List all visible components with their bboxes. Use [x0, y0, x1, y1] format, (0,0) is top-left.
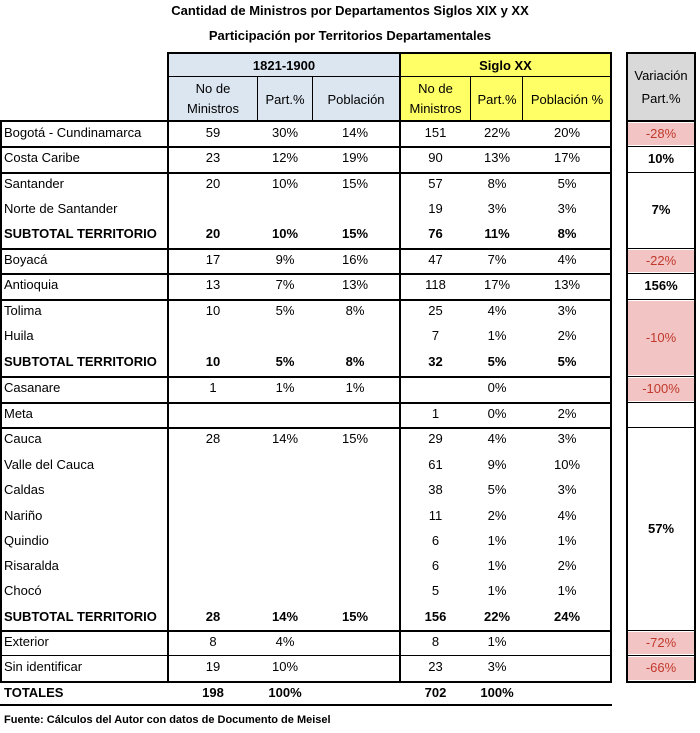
- cell-p2: 4%: [487, 431, 507, 446]
- cell-p2: 22%: [483, 609, 511, 624]
- row-name: Risaralda: [4, 558, 59, 573]
- header-part-2: Part.%: [477, 92, 517, 107]
- cell-p2: 11%: [484, 226, 510, 241]
- cell-p2: 8%: [487, 176, 507, 191]
- cell-p1: 5%: [275, 303, 295, 318]
- cell-pop1: 19%: [341, 150, 369, 165]
- grid-line: [522, 76, 523, 121]
- grid-line: [0, 172, 612, 174]
- grid-line: [0, 248, 612, 250]
- header-part-1: Part.%: [265, 92, 305, 107]
- cell-n2: 156: [424, 609, 447, 624]
- header-variation-line1: Variación: [634, 68, 688, 83]
- header-variation-line2: Part.%: [641, 91, 681, 106]
- cell-pop2: 17%: [553, 150, 581, 165]
- cell-pop1: 15%: [341, 431, 369, 446]
- cell-p2: 5%: [487, 482, 507, 497]
- cell-n2: 19: [428, 201, 443, 216]
- header-no-ministros-2-line2: Ministros: [409, 101, 462, 116]
- row-name: TOTALES: [4, 685, 64, 700]
- cell-n2: 61: [428, 457, 443, 472]
- cell-n2: 6: [431, 533, 440, 548]
- variation-value: -66%: [645, 660, 677, 675]
- header-no-ministros-1-line1: No de: [195, 81, 231, 96]
- grid-line: [626, 630, 696, 631]
- grid-line: [312, 76, 313, 121]
- grid-line: [626, 172, 696, 173]
- cell-p2: 9%: [487, 457, 507, 472]
- variation-value: 57%: [647, 520, 675, 536]
- cell-p2: 1%: [487, 558, 507, 573]
- cell-n2: 702: [424, 685, 447, 700]
- grid-line: [610, 52, 612, 121]
- row-name: Boyacá: [4, 252, 48, 267]
- row-name: Cauca: [4, 431, 42, 446]
- grid-line: [0, 120, 612, 122]
- grid-line: [257, 76, 258, 121]
- cell-p2: 0%: [487, 406, 507, 421]
- cell-pop2: 4%: [557, 508, 577, 523]
- cell-n2: 23: [428, 659, 443, 674]
- cell-n2: 6: [431, 558, 440, 573]
- row-name: Nariño: [4, 508, 43, 523]
- row-name: Meta: [4, 406, 33, 421]
- grid-line: [0, 402, 612, 404]
- grid-line: [0, 299, 612, 301]
- grid-line: [0, 427, 612, 429]
- cell-pop2: 2%: [557, 558, 577, 573]
- cell-pop2: 13%: [553, 277, 581, 292]
- grid-line: [626, 402, 696, 403]
- cell-p1: 10%: [271, 176, 299, 191]
- cell-n1: 17: [205, 252, 221, 267]
- cell-p1: 10%: [271, 226, 299, 241]
- cell-n1: 59: [205, 125, 221, 140]
- cell-n1: 28: [205, 431, 221, 446]
- cell-n2: 8: [431, 634, 440, 649]
- grid-line: [626, 248, 696, 249]
- grid-line: [399, 52, 401, 121]
- cell-pop1: 15%: [341, 226, 369, 241]
- cell-p1: 100%: [268, 685, 302, 700]
- variation-value: -72%: [645, 634, 677, 650]
- cell-p1: 4%: [275, 634, 295, 649]
- row-name: SUBTOTAL TERRITORIO: [4, 226, 157, 241]
- cell-pop2: 3%: [557, 303, 577, 318]
- row-name: Huila: [4, 328, 34, 343]
- cell-p1: 10%: [271, 659, 299, 674]
- row-name: Exterior: [4, 634, 49, 649]
- cell-p2: 22%: [483, 125, 511, 140]
- cell-p1: 5%: [275, 354, 295, 369]
- cell-n1: 20: [205, 176, 221, 191]
- cell-p1: 7%: [275, 277, 295, 292]
- cell-p2: 7%: [487, 252, 507, 267]
- grid-line: [0, 376, 612, 378]
- grid-line: [0, 120, 2, 682]
- table-title: Cantidad de Ministros por Departamentos Siglos XIX y XX: [171, 3, 529, 18]
- row-name: Tolima: [4, 303, 42, 318]
- grid-line: [0, 681, 612, 683]
- grid-line: [0, 273, 612, 275]
- cell-pop2: 8%: [557, 226, 577, 241]
- cell-pop2: 1%: [557, 583, 577, 598]
- variation-value: 10%: [647, 151, 675, 166]
- cell-pop2: 2%: [557, 406, 577, 421]
- cell-n2: 1: [431, 406, 440, 421]
- grid-line: [626, 376, 696, 377]
- cell-pop2: 24%: [553, 609, 581, 624]
- cell-p2: 1%: [487, 583, 507, 598]
- cell-p2: 1%: [487, 634, 507, 649]
- row-name: Casanare: [4, 380, 61, 395]
- header-period-1821-1900: 1821-1900: [252, 58, 316, 73]
- cell-p2: 0%: [487, 380, 507, 395]
- variation-value: -22%: [645, 252, 677, 268]
- variation-value: 156%: [644, 278, 678, 293]
- source-note: Fuente: Cálculos del Autor con datos de Documento de Meisel: [4, 714, 331, 726]
- header-no-ministros-1-line2: Ministros: [186, 101, 239, 116]
- grid-line: [0, 704, 612, 706]
- cell-n2: 118: [425, 277, 446, 292]
- grid-line: [626, 299, 696, 300]
- cell-n2: 151: [424, 125, 447, 140]
- cell-n2: 25: [428, 303, 443, 318]
- cell-n2: 38: [428, 482, 443, 497]
- cell-n1: 28: [205, 609, 221, 624]
- grid-line: [0, 630, 612, 632]
- cell-n1: 198: [202, 685, 224, 700]
- grid-line: [167, 120, 169, 682]
- cell-pop2: 3%: [557, 201, 577, 216]
- cell-pop2: 5%: [557, 176, 577, 191]
- cell-pop1: 15%: [341, 176, 369, 191]
- cell-p2: 1%: [487, 328, 507, 343]
- cell-n1: 1: [209, 380, 217, 395]
- cell-n2: 57: [428, 176, 443, 191]
- cell-n2: 47: [428, 252, 443, 267]
- cell-p2: 2%: [487, 508, 507, 523]
- cell-pop2: 3%: [557, 431, 577, 446]
- cell-pop2: 20%: [553, 125, 581, 140]
- grid-line: [168, 76, 611, 77]
- cell-pop2: 5%: [557, 354, 577, 369]
- cell-n1: 13: [205, 277, 221, 292]
- cell-n1: 20: [205, 226, 221, 241]
- cell-pop1: 8%: [345, 303, 365, 318]
- row-name: Santander: [4, 176, 64, 191]
- cell-pop2: 2%: [557, 328, 577, 343]
- cell-pop1: 1%: [345, 380, 365, 395]
- cell-pop1: 8%: [345, 354, 365, 369]
- cell-p2: 4%: [487, 303, 507, 318]
- row-name: SUBTOTAL TERRITORIO: [4, 354, 157, 369]
- grid-line: [626, 427, 696, 428]
- cell-n2: 11: [428, 508, 443, 523]
- cell-p1: 1%: [275, 380, 295, 395]
- variation-value: -100%: [642, 381, 680, 396]
- header-period-siglo-xx: Siglo XX: [479, 58, 532, 73]
- header-poblacion-2: Población %: [530, 92, 604, 107]
- grid-line: [167, 52, 612, 54]
- cell-pop1: 16%: [341, 252, 369, 267]
- row-name: Bogotá - Cundinamarca: [4, 125, 142, 140]
- variation-value: -10%: [645, 329, 677, 345]
- cell-n1: 10: [205, 303, 221, 318]
- cell-p1: 30%: [271, 125, 299, 140]
- row-name: Quindio: [4, 533, 49, 548]
- cell-p2: 1%: [487, 533, 507, 548]
- grid-line: [626, 273, 696, 274]
- cell-n2: 32: [428, 354, 443, 369]
- cell-p1: 12%: [271, 150, 299, 165]
- table-subtitle: Participación por Territorios Departamentales: [208, 28, 492, 43]
- cell-p2: 13%: [483, 150, 511, 165]
- cell-p2: 3%: [487, 659, 507, 674]
- cell-n1: 8: [209, 634, 217, 649]
- cell-p1: 9%: [275, 252, 295, 267]
- cell-pop2: 4%: [557, 252, 577, 267]
- cell-n1: 23: [205, 150, 221, 165]
- cell-n1: 19: [205, 659, 221, 674]
- cell-pop2: 3%: [557, 482, 577, 497]
- row-name: SUBTOTAL TERRITORIO: [4, 609, 157, 624]
- row-name: Costa Caribe: [4, 150, 80, 165]
- row-name: Caldas: [4, 482, 45, 497]
- grid-line: [399, 120, 401, 682]
- cell-pop2: 1%: [557, 533, 577, 548]
- row-name: Chocó: [4, 583, 42, 598]
- grid-line: [0, 146, 612, 148]
- cell-n2: 29: [428, 431, 443, 446]
- cell-n2: 5: [431, 583, 440, 598]
- cell-n2: 90: [428, 150, 443, 165]
- header-no-ministros-2-line1: No de: [418, 81, 453, 96]
- cell-n2: 76: [428, 226, 443, 241]
- cell-p2: 5%: [487, 354, 507, 369]
- grid-line: [610, 120, 612, 682]
- variation-value: 7%: [651, 202, 671, 217]
- cell-pop1: 13%: [341, 277, 369, 292]
- cell-p2: 3%: [487, 201, 507, 216]
- cell-pop1: 15%: [341, 609, 369, 624]
- header-poblacion-1: Población: [327, 92, 385, 107]
- grid-line: [626, 655, 696, 656]
- row-name: Antioquia: [4, 277, 59, 292]
- cell-pop2: 10%: [553, 457, 581, 472]
- cell-n1: 10: [205, 354, 221, 369]
- grid-line: [0, 655, 612, 656]
- cell-p1: 14%: [271, 609, 299, 624]
- grid-line: [626, 120, 696, 122]
- cell-p2: 100%: [480, 685, 514, 700]
- cell-n2: 7: [431, 328, 440, 343]
- grid-line: [167, 52, 169, 121]
- row-name: Sin identificar: [4, 659, 83, 674]
- cell-p1: 14%: [271, 431, 299, 446]
- row-name: Norte de Santander: [4, 201, 118, 216]
- grid-line: [626, 146, 696, 147]
- grid-line: [470, 76, 471, 121]
- variation-value: -28%: [645, 125, 677, 141]
- row-name: Valle del Cauca: [4, 457, 95, 472]
- cell-p2: 17%: [483, 277, 511, 292]
- cell-pop1: 14%: [341, 125, 369, 140]
